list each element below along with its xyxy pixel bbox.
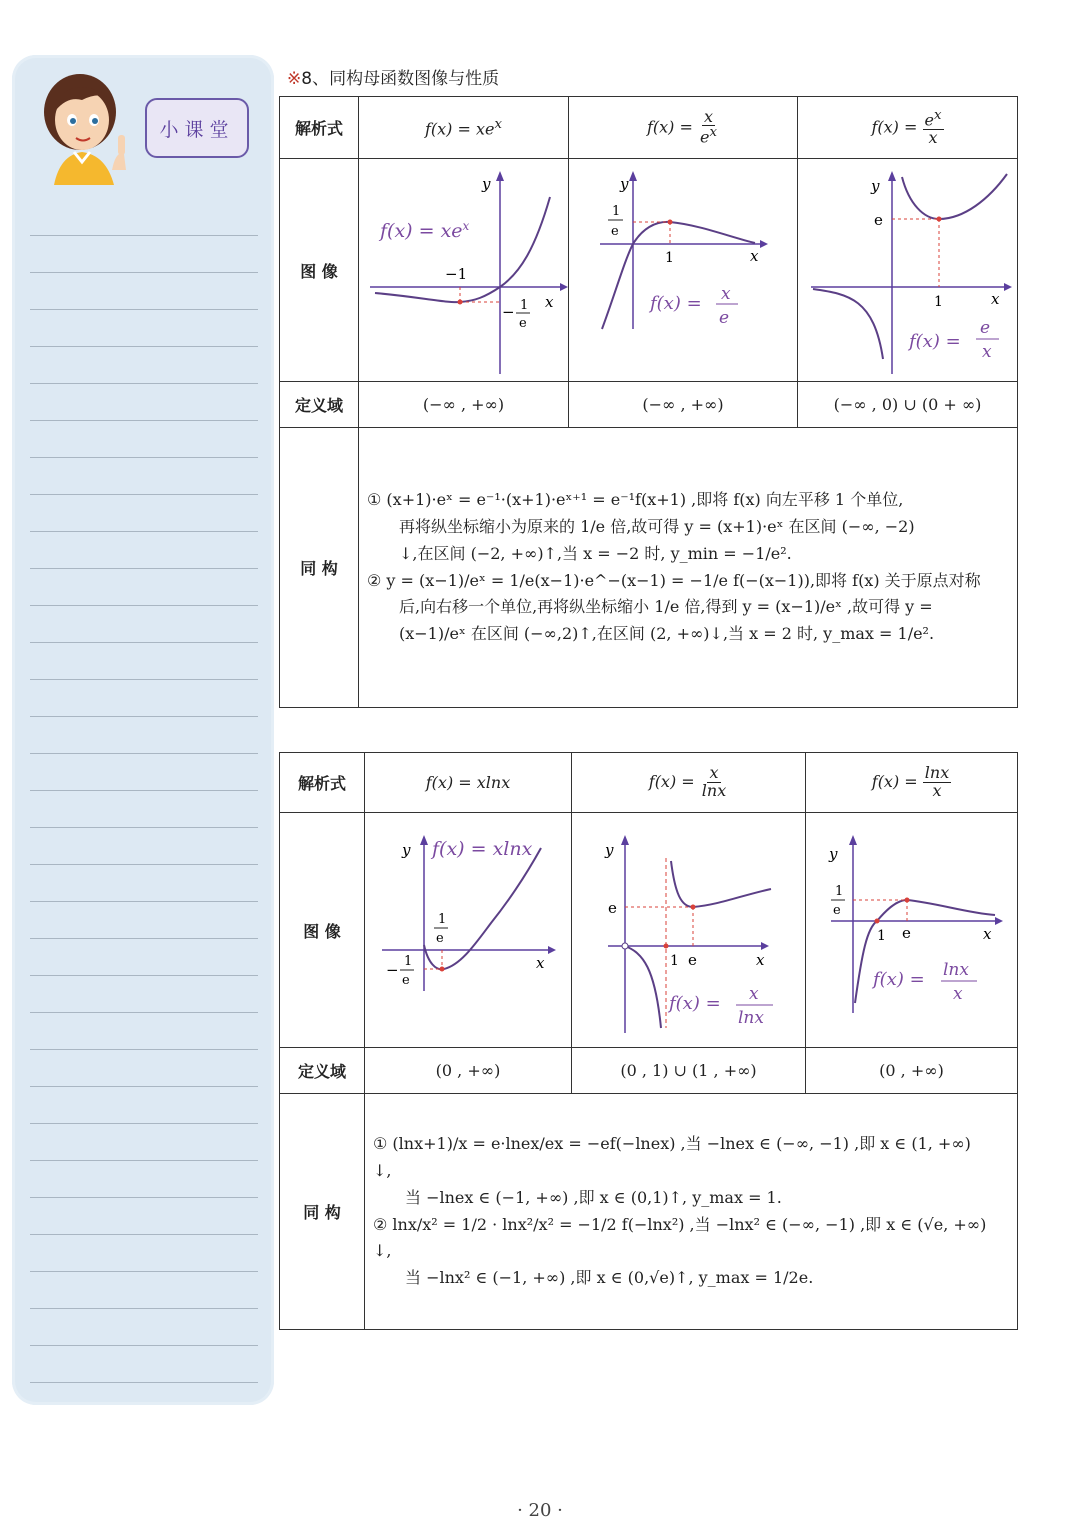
expr-fraction xyxy=(698,106,719,147)
label-expression: 解析式 xyxy=(280,97,359,159)
note-line xyxy=(30,1086,258,1087)
tick-one: 1 xyxy=(933,294,943,310)
y-axis-arrow xyxy=(496,171,504,181)
iso-line: 再将纵坐标缩小为原来的 1/e 倍,故可得 y = (x+1)·eˣ 在区间 (−∞, −2) xyxy=(399,516,915,536)
x-axis-arrow xyxy=(760,240,768,248)
note-line xyxy=(30,605,258,606)
note-line xyxy=(30,346,258,347)
note-line xyxy=(30,568,258,569)
graph-ex-over-x xyxy=(799,159,1017,377)
graph-lnx-over-x xyxy=(807,813,1017,1043)
expr-x-over-lnx xyxy=(572,753,806,813)
graph-cell-lnx-over-x xyxy=(806,813,1018,1048)
expr-num: x xyxy=(703,106,714,126)
y-label: y xyxy=(620,175,629,193)
row-domain xyxy=(280,1048,1018,1094)
note-line xyxy=(30,383,258,384)
note-line xyxy=(30,1049,258,1050)
tick-num: 1 xyxy=(834,884,843,899)
graph-label-lhs: f(x) = xyxy=(668,993,721,1014)
iso-line: 当 −lnex ∈ (−1, +∞) ,即 x ∈ (0,1)↑, y_max = 1. xyxy=(405,1187,782,1207)
label-expression: 解析式 xyxy=(280,753,365,813)
tick-den: e xyxy=(401,973,410,988)
x-label: x xyxy=(535,954,544,972)
tick-den: e xyxy=(832,903,841,918)
expr-lhs: f(x) = xyxy=(646,116,693,136)
graph-xex xyxy=(360,159,568,377)
domain-x-over-ex: (−∞ , +∞) xyxy=(569,382,798,428)
note-line xyxy=(30,420,258,421)
y-axis-arrow xyxy=(629,171,637,181)
reference-mark: ※ xyxy=(287,69,302,89)
note-line xyxy=(30,642,258,643)
iso-line: 后,向右移一个单位,再将纵坐标缩小 1/e 倍,得到 y = (x−1)/eˣ ,故可得 y = xyxy=(399,597,933,617)
min-point xyxy=(457,300,462,305)
expr-den xyxy=(698,126,719,146)
row-expression xyxy=(280,753,1018,813)
note-line xyxy=(30,1160,258,1161)
graph-label-num: x xyxy=(748,984,759,1004)
x-axis-arrow xyxy=(1004,283,1012,291)
note-line xyxy=(30,679,258,680)
note-line xyxy=(30,1012,258,1013)
graph-label-lhs: f(x) = xyxy=(872,969,925,990)
page-number: · 20 · xyxy=(517,1500,563,1521)
graph-label-text: f(x) = xe xyxy=(379,220,463,242)
iso-line: ↓, xyxy=(373,1160,392,1180)
min-point xyxy=(690,905,695,910)
expr-num: x xyxy=(709,763,719,783)
domain-x-over-lnx: (0 , 1) ∪ (1 , +∞) xyxy=(572,1048,806,1094)
note-line xyxy=(30,716,258,717)
table-logarithmic xyxy=(279,752,1018,1330)
graph-label-num: x xyxy=(721,284,731,304)
row-domain xyxy=(280,382,1018,428)
x-label: x xyxy=(750,247,759,265)
notes-sidebar xyxy=(12,55,274,1405)
badge-xiaoketang: 小课堂 xyxy=(145,98,249,158)
iso-line: ↓,在区间 (−2, +∞)↑,当 x = −2 时, y_min = −1/e². xyxy=(399,543,792,563)
label-graph: 图 像 xyxy=(280,159,359,382)
iso-line: ↓, xyxy=(373,1241,392,1261)
graph-label-den: e xyxy=(719,308,730,328)
table-exponential xyxy=(279,96,1018,708)
tick-minus-one: −1 xyxy=(444,265,467,283)
tick-one: 1 xyxy=(665,250,674,266)
graph-label-lhs: f(x) = xyxy=(650,293,702,314)
expr-x-over-ex xyxy=(569,97,798,159)
tick-e: e xyxy=(687,951,697,969)
iso-line: 当 −lnx² ∈ (−1, +∞) ,即 x ∈ (0,√e)↑, y_max = 1/2e. xyxy=(405,1268,814,1288)
y-label: y xyxy=(828,845,837,863)
expr-den: x xyxy=(928,127,938,147)
note-line xyxy=(30,1345,258,1346)
domain-lnx-over-x: (0 , +∞) xyxy=(806,1048,1018,1094)
iso-line: ② y = (x−1)/eˣ = 1/e(x−1)·e^−(x−1) = −1/e f(−(x−1)),即将 f(x) 关于原点对称 xyxy=(367,570,981,590)
teacher-illustration xyxy=(38,70,138,185)
note-line xyxy=(30,901,258,902)
expr-fraction xyxy=(923,109,944,147)
graph-xlnx xyxy=(366,813,571,1043)
expr-num: lnx xyxy=(924,763,950,783)
label-graph: 图 像 xyxy=(280,813,365,1048)
tick-e: e xyxy=(901,924,911,942)
iso-line: ① (x+1)·eˣ = e⁻¹·(x+1)·eˣ⁺¹ = e⁻¹f(x+1) ,即将 f(x) 向左平移 1 个单位, xyxy=(367,490,904,510)
note-line xyxy=(30,272,258,273)
curve-ex-over-x-left xyxy=(813,289,883,359)
note-line xyxy=(30,457,258,458)
expr-lhs: f(x) = xyxy=(871,772,918,791)
note-line xyxy=(30,753,258,754)
graph-label xyxy=(378,219,470,242)
expr-den: x xyxy=(932,781,942,800)
expr-ex-over-x xyxy=(798,97,1018,159)
x-label: x xyxy=(544,293,553,311)
graph-label-lhs: f(x) = xyxy=(908,331,961,352)
expr-num-sup: x xyxy=(933,107,942,123)
isomorphism-text-1 xyxy=(359,428,1018,708)
graph-label-den: lnx xyxy=(737,1008,764,1028)
graph-cell-xlnx xyxy=(365,813,572,1048)
tick-one: 1 xyxy=(876,928,886,944)
graph-label: f(x) = xlnx xyxy=(431,838,532,860)
point-one xyxy=(663,944,668,949)
y-label: y xyxy=(401,841,410,859)
y-label: y xyxy=(604,841,613,859)
label-isomorphism: 同 构 xyxy=(280,1094,365,1330)
x-axis-arrow xyxy=(548,946,556,954)
graph-label-den: x xyxy=(981,342,992,362)
tick-e: e xyxy=(873,211,883,229)
graph-label-num: e xyxy=(979,318,990,338)
x-label: x xyxy=(982,925,991,943)
section-title-text: 8、同构母函数图像与性质 xyxy=(301,69,500,89)
row-isomorphism xyxy=(280,428,1018,708)
expr-den-sup: x xyxy=(709,125,717,141)
tick-den: e xyxy=(518,316,527,331)
tick-den: e xyxy=(611,224,619,239)
note-line xyxy=(30,790,258,791)
tick-den: e xyxy=(435,931,444,946)
x-axis-arrow xyxy=(560,283,568,291)
note-line xyxy=(30,938,258,939)
x-axis-arrow xyxy=(995,917,1003,925)
max-point xyxy=(904,898,909,903)
label-isomorphism: 同 构 xyxy=(280,428,359,708)
curve-ex-over-x-right xyxy=(902,174,1007,219)
label-domain: 定义域 xyxy=(280,382,359,428)
domain-xlnx: (0 , +∞) xyxy=(365,1048,572,1094)
tick-one: 1 xyxy=(669,953,679,969)
note-line xyxy=(30,235,258,236)
graph-cell-ex-over-x xyxy=(798,159,1018,382)
domain-xex: (−∞ , +∞) xyxy=(359,382,569,428)
graph-cell-xex xyxy=(359,159,569,382)
expr-fraction xyxy=(700,765,728,800)
row-graph xyxy=(280,813,1018,1048)
note-line xyxy=(30,1234,258,1235)
expr-den-base: e xyxy=(700,127,710,147)
label-domain: 定义域 xyxy=(280,1048,365,1094)
iso-line: ① (lnx+1)/x = e·lnex/ex = −ef(−lnex) ,当 −lnex ∈ (−∞, −1) ,即 x ∈ (1, +∞) xyxy=(373,1134,971,1154)
expr-xlnx: f(x) = xlnx xyxy=(365,753,572,813)
graph-label-den: x xyxy=(952,984,963,1004)
tick-num: 1 xyxy=(437,912,446,927)
y-axis-arrow xyxy=(420,835,428,845)
graph-label-num: lnx xyxy=(942,960,969,980)
tick-num: 1 xyxy=(519,298,528,313)
note-line xyxy=(30,1271,258,1272)
iso-line: (x−1)/eˣ 在区间 (−∞,2)↑,在区间 (2, +∞)↓,当 x = 2 时, y_max = 1/e². xyxy=(399,624,935,644)
note-line xyxy=(30,827,258,828)
tick-num: 1 xyxy=(403,954,412,969)
graph-cell-x-over-ex xyxy=(569,159,798,382)
isomorphism-text-2 xyxy=(365,1094,1018,1330)
y-label: y xyxy=(481,175,490,193)
x-label: x xyxy=(755,951,764,969)
expr-num xyxy=(923,109,944,130)
note-line xyxy=(30,1382,258,1383)
expr-lhs: f(x) = xyxy=(871,116,918,136)
domain-ex-over-x: (−∞ , 0) ∪ (0 + ∞) xyxy=(798,382,1018,428)
expr-num-base: e xyxy=(924,109,934,129)
iso-line: ② lnx/x² = 1/2 · lnx²/x² = −1/2 f(−lnx²) ,当 −lnx² ∈ (−∞, −1) ,即 x ∈ (√e, +∞) xyxy=(373,1214,987,1234)
max-point xyxy=(668,220,673,225)
row-isomorphism xyxy=(280,1094,1018,1330)
graph-cell-x-over-lnx xyxy=(572,813,806,1048)
graph-label-sup: x xyxy=(462,219,469,233)
tick-num: 1 xyxy=(612,204,621,219)
expr-lhs: f(x) = xyxy=(648,772,695,791)
note-line xyxy=(30,1197,258,1198)
note-line xyxy=(30,975,258,976)
row-expression xyxy=(280,97,1018,159)
tick-neg-sign: − xyxy=(385,961,399,979)
x-axis-arrow xyxy=(761,942,769,950)
expr-den: lnx xyxy=(701,781,727,800)
hole-point xyxy=(622,943,628,949)
row-graph xyxy=(280,159,1018,382)
note-line xyxy=(30,1308,258,1309)
graph-x-over-ex xyxy=(570,159,796,377)
root-point xyxy=(874,919,879,924)
note-line xyxy=(30,1123,258,1124)
note-line xyxy=(30,531,258,532)
tick-neg-sign: − xyxy=(501,303,515,321)
min-point xyxy=(936,217,941,222)
y-axis-arrow xyxy=(621,835,629,845)
x-label: x xyxy=(990,290,999,308)
expr-text: f(x) = xe xyxy=(424,119,495,139)
expr-fraction xyxy=(923,765,951,800)
note-line xyxy=(30,864,258,865)
expr-xex xyxy=(359,97,569,159)
graph-x-over-lnx xyxy=(573,813,805,1043)
min-point xyxy=(439,967,444,972)
y-axis-arrow xyxy=(849,835,857,845)
section-title xyxy=(287,64,499,89)
note-line xyxy=(30,494,258,495)
expr-sup: x xyxy=(494,116,503,132)
curve-x-over-lnx-right xyxy=(671,861,771,907)
y-label: y xyxy=(870,177,879,195)
y-axis-arrow xyxy=(888,171,896,181)
tick-e-y: e xyxy=(607,899,617,917)
note-line xyxy=(30,309,258,310)
curve-x-over-lnx-left xyxy=(625,946,661,1028)
expr-lnx-over-x xyxy=(806,753,1018,813)
